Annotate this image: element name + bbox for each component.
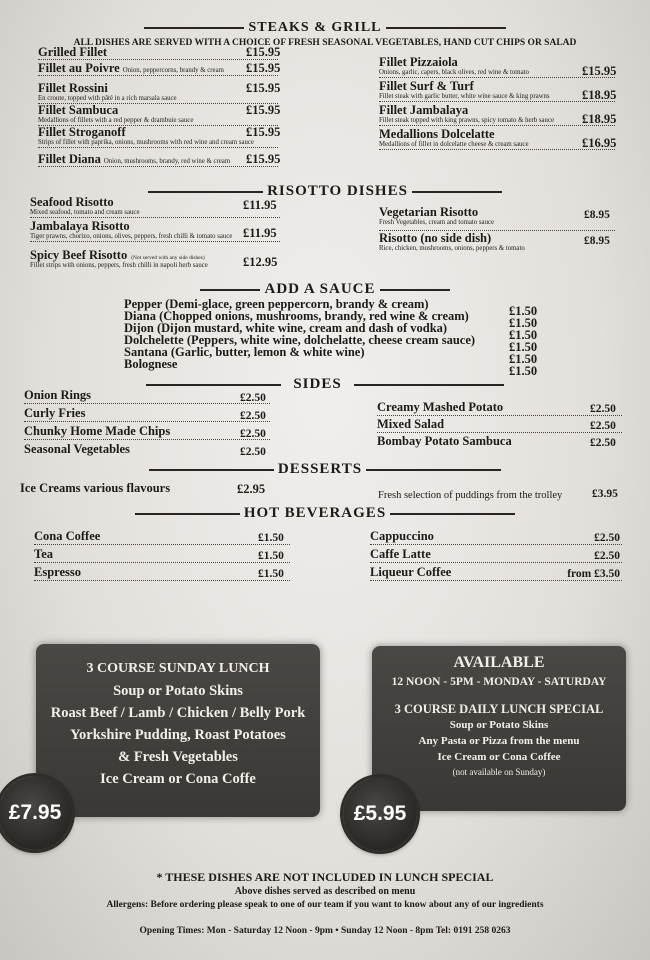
menu-item-desc: Medallions of fillet in dolcelatte cheese & cream sauce — [379, 141, 529, 148]
dotted-leader — [38, 59, 278, 60]
daily-lunch-lines — [372, 717, 626, 779]
divider-line — [380, 289, 450, 291]
menu-item-name: Fillet Jambalaya — [379, 103, 469, 117]
divider-line — [144, 27, 244, 29]
dotted-leader — [379, 149, 615, 150]
menu-item-price: £15.95 — [246, 152, 281, 166]
sunday-lunch-lines — [36, 644, 320, 790]
divider-line — [135, 513, 240, 515]
sunday-line: Soup or Potato Skins — [113, 683, 243, 699]
sauce-price: £1.50 — [509, 340, 538, 354]
side-price: £2.50 — [240, 428, 266, 440]
dotted-leader — [24, 439, 270, 440]
menu-item-name: Fillet Stroganoff — [38, 125, 126, 139]
section-title-desserts: DESSERTS — [277, 461, 363, 478]
menu-item-price: £8.95 — [584, 209, 610, 221]
menu-item-name: Fillet Sambuca — [38, 103, 119, 117]
menu-item-name: Fillet au Poivre — [38, 61, 120, 75]
beverage-price: £2.50 — [594, 550, 620, 562]
beverage-price: £1.50 — [258, 568, 284, 580]
section-title-risotto: RISOTTO DISHES — [267, 183, 408, 200]
footer-note: * THESE DISHES ARE NOT INCLUDED IN LUNCH SPECIAL — [156, 870, 494, 884]
menu-item-desc: Onions, garlic, capers, black olives, red wine & tomato — [379, 69, 529, 76]
footer-served: Above dishes served as described on menu — [234, 886, 416, 897]
sauce-price: £1.50 — [509, 316, 538, 330]
menu-item-desc: Tiger prawns, chorizo, onions, olives, peppers, fresh chilli & tomato sauce — [30, 233, 233, 240]
menu-item-desc: Medallions of fillets with a red pepper & drambuie sauce — [38, 117, 194, 124]
side-item: Curly Fries — [24, 406, 86, 420]
menu-item-desc: Fillet strips with onions, peppers, fresh chilli in napoli herb sauce — [30, 262, 208, 269]
dotted-leader — [379, 125, 615, 126]
daily-line: Any Pasta or Pizza from the menu — [418, 735, 580, 747]
beverage-item: Liqueur Coffee — [370, 565, 452, 579]
menu-item-desc: En croute, topped with pâté in a rich marsala sauce — [38, 95, 177, 102]
dotted-leader — [30, 217, 280, 218]
divider-line — [146, 384, 281, 386]
section-title-sides: SIDES — [293, 376, 342, 393]
section-title-steaks: STEAKS & GRILL — [248, 20, 382, 35]
menu-item-desc: Fresh Vegetables, cream and tomato sauce — [379, 219, 495, 226]
sauce-item: Dijon (Dijon mustard, white wine, cream and dash of vodka) — [124, 321, 448, 335]
side-item: Creamy Mashed Potato — [377, 400, 504, 414]
dotted-leader — [34, 544, 290, 545]
menu-item-name: Seafood Risotto — [30, 195, 114, 209]
sunday-line: & Fresh Vegetables — [118, 749, 238, 765]
menu-item-price: £11.95 — [243, 198, 277, 212]
side-price: £2.50 — [590, 403, 616, 415]
sauce-item: Pepper (Demi-glace, green peppercorn, brandy & cream) — [124, 297, 429, 311]
side-price: £2.50 — [240, 446, 266, 458]
menu-item-name: Spicy Beef Risotto — [30, 248, 128, 262]
menu-item — [379, 56, 529, 76]
beverage-price: £1.50 — [258, 550, 284, 562]
daily-line: (not available on Sunday) — [452, 767, 546, 777]
sunday-line: Yorkshire Pudding, Roast Potatoes — [70, 727, 286, 743]
beverage-item: Caffe Latte — [370, 547, 431, 561]
section-title-beverages: HOT BEVERAGES — [243, 505, 387, 522]
sauce-item: Bolognese — [124, 357, 178, 371]
menu-item-price: £15.95 — [246, 81, 281, 95]
menu-item-price: £15.95 — [582, 64, 617, 78]
sauce-item: Dolchelette (Peppers, white wine, dolchelatte, cheese cream sauce) — [124, 333, 476, 347]
menu-item — [38, 82, 177, 102]
menu-item-desc: Mixed seafood, tomato and cream sauce — [30, 209, 140, 216]
menu-item-name: Fillet Surf & Turf — [379, 79, 474, 93]
dotted-leader — [34, 562, 290, 563]
dotted-leader — [370, 580, 622, 581]
menu-item-name: Grilled Fillet — [38, 45, 108, 59]
menu-item-desc: Onion, mushrooms, brandy, red wine & cream — [103, 158, 231, 165]
divider-line — [148, 191, 263, 193]
menu-item — [379, 128, 528, 148]
side-item: Mixed Salad — [377, 417, 445, 431]
beverage-item: Espresso — [34, 565, 82, 579]
steaks-note: ALL DISHES ARE SERVED WITH A CHOICE OF FRESH SEASONAL VEGETABLES, HAND CUT CHIPS OR SALAD — [73, 38, 577, 48]
menu-item-price: £15.95 — [246, 45, 281, 59]
menu-item-price: £11.95 — [243, 226, 277, 240]
menu-item — [379, 80, 550, 100]
menu-item — [38, 62, 224, 75]
menu-item-name: Vegetarian Risotto — [379, 205, 479, 219]
sauce-price: £1.50 — [509, 328, 538, 342]
menu-item-name: Fillet Rossini — [38, 81, 108, 95]
menu-item-price: £15.95 — [246, 103, 281, 117]
sides-header — [0, 376, 650, 393]
divider-line — [366, 469, 501, 471]
daily-lunch-box — [372, 646, 626, 811]
menu-item — [379, 206, 494, 226]
dotted-leader — [370, 544, 622, 545]
menu-item — [379, 232, 525, 252]
menu-item — [38, 153, 230, 166]
menu-item-name: Medallions Dolcelatte — [379, 127, 495, 141]
menu-item-price: £18.95 — [582, 112, 617, 126]
beverage-item: Tea — [34, 547, 53, 561]
menu-item-name: Fillet Diana — [38, 152, 101, 166]
menu-item — [38, 104, 193, 124]
side-price: £2.50 — [240, 410, 266, 422]
menu-item-desc: Onion, peppercorns, brandy & cream — [122, 67, 224, 74]
beverage-price: £1.50 — [258, 532, 284, 544]
beverage-item: Cappuccino — [370, 529, 434, 543]
side-item: Seasonal Vegetables — [24, 442, 130, 456]
menu-item-price: £12.95 — [243, 255, 278, 269]
dotted-leader — [379, 77, 615, 78]
menu-item-price: £15.95 — [246, 125, 281, 139]
menu-item-price: £15.95 — [246, 61, 281, 75]
daily-hours: 12 NOON - 5PM - MONDAY - SATURDAY — [391, 676, 607, 688]
dessert-price-puddings: £3.95 — [592, 488, 618, 500]
beverage-price: £2.50 — [594, 532, 620, 544]
divider-line — [412, 191, 502, 193]
dotted-leader — [38, 147, 278, 148]
dotted-leader — [379, 101, 615, 102]
dotted-leader — [377, 432, 622, 433]
divider-line — [390, 513, 515, 515]
divider-line — [149, 469, 274, 471]
beverages-header — [0, 505, 650, 522]
dotted-leader — [24, 403, 270, 404]
dotted-leader — [34, 580, 290, 581]
menu-item-desc: Rice, chicken, mushrooms, onions, peppers & tomato — [379, 245, 525, 252]
divider-line — [354, 384, 504, 386]
beverage-price: from £3.50 — [567, 568, 620, 580]
footer-allergens: Allergens: Before ordering please speak to one of our team if you want to know about any of our ingredients — [106, 900, 544, 910]
menu-item-desc: Fillet steak with garlic butter, white wine sauce & king prawns — [379, 93, 550, 100]
menu-item — [379, 104, 554, 124]
side-item: Chunky Home Made Chips — [24, 424, 171, 438]
dotted-leader — [38, 166, 278, 167]
dotted-leader — [377, 415, 622, 416]
menu-item-name: Jambalaya Risotto — [30, 219, 130, 233]
dotted-leader — [38, 75, 278, 76]
sunday-price-seal: £7.95 — [0, 776, 72, 850]
dessert-item-ice-cream: Ice Creams various flavours — [20, 481, 171, 495]
daily-price-seal: £5.95 — [343, 777, 417, 851]
side-item: Bombay Potato Sambuca — [377, 434, 512, 448]
side-price: £2.50 — [590, 437, 616, 449]
menu-item-name: Fillet Pizzaiola — [379, 55, 458, 69]
sunday-line: Ice Cream or Cona Coffe — [100, 771, 256, 787]
steaks-header — [0, 20, 650, 36]
footer-opening: Opening Times: Mon - Saturday 12 Noon - 9pm • Sunday 12 Noon - 8pm Tel: 0191 258 0263 — [139, 926, 511, 936]
menu-item-note: (Not served with any side dishes) — [131, 255, 205, 261]
side-item: Onion Rings — [24, 388, 92, 402]
sauce-item: Santana (Garlic, butter, lemon & white wine) — [124, 345, 365, 359]
sunday-lunch-box — [36, 644, 320, 817]
section-title-sauce: ADD A SAUCE — [264, 281, 376, 298]
dessert-item-puddings: Fresh selection of puddings from the trolley — [378, 490, 563, 501]
sauce-item: Diana (Chopped onions, mushrooms, brandy, red wine & cream) — [124, 309, 469, 323]
sunday-line: Roast Beef / Lamb / Chicken / Belly Pork — [50, 705, 306, 721]
daily-available: AVAILABLE — [453, 654, 545, 671]
daily-title: 3 COURSE DAILY LUNCH SPECIAL — [394, 702, 604, 716]
menu-item — [38, 46, 107, 59]
sauce-header — [0, 281, 650, 298]
dotted-leader — [370, 562, 622, 563]
menu-item — [30, 220, 232, 240]
sauce-price: £1.50 — [509, 304, 538, 318]
menu-item-price: £18.95 — [582, 88, 617, 102]
menu-item-name: Risotto (no side dish) — [379, 231, 492, 245]
desserts-header — [0, 461, 650, 478]
dessert-price-ice-cream: £2.95 — [237, 482, 266, 496]
daily-line: Soup or Potato Skins — [449, 719, 549, 731]
beverage-item: Cona Coffee — [34, 529, 101, 543]
sunday-line: 3 COURSE SUNDAY LUNCH — [86, 661, 270, 676]
side-price: £2.50 — [590, 420, 616, 432]
dotted-leader — [30, 241, 280, 242]
sauce-price: £1.50 — [509, 364, 538, 378]
dotted-leader — [24, 421, 270, 422]
menu-item — [38, 126, 254, 146]
divider-line — [386, 27, 506, 29]
menu-item-desc: Strips of fillet with paprika, onions, mushrooms with red wine and cream sauce — [38, 139, 254, 146]
sauce-price: £1.50 — [509, 352, 538, 366]
divider-line — [200, 289, 260, 291]
side-price: £2.50 — [240, 392, 266, 404]
menu-item — [30, 249, 208, 269]
menu-item — [30, 196, 139, 216]
menu-item-desc: Fillet steak topped with king prawns, spicy tomato & herb sauce — [379, 117, 554, 124]
menu-item-price: £8.95 — [584, 235, 610, 247]
menu-item-price: £16.95 — [582, 136, 617, 150]
daily-line: Ice Cream or Cona Coffee — [437, 751, 561, 763]
